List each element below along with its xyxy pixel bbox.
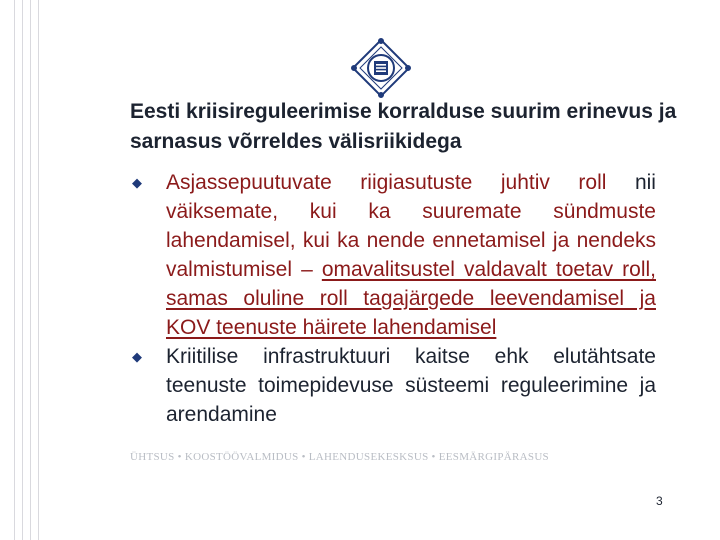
slide-title: Eesti kriisireguleerimise korralduse suurim erinevus ja sarnasus võrreldes välisriikidega xyxy=(130,100,677,153)
bullet-plain-text: nii xyxy=(606,171,656,194)
bullet-marker-icon: ◆ xyxy=(132,349,142,364)
crest-logo-icon xyxy=(351,38,411,98)
bullet-emphasis: Asjassepuutuvate riigiasutuste juhtiv roll xyxy=(166,171,607,194)
footer-motto: ÜHTSUS • KOOSTÖÖVALMIDUS • LAHENDUSEKESKSUS • EESMÄRGIPÄRASUS xyxy=(130,451,549,463)
decorative-line xyxy=(30,0,31,540)
bullet-item xyxy=(132,342,656,429)
decorative-line xyxy=(38,0,39,540)
bullet-text: Kriitilise infrastruktuuri kaitse ehk elutähtsate teenuste toimepidevuse süsteemi reguleerimine ja arendamine xyxy=(166,345,656,426)
bullet-text xyxy=(166,168,656,342)
bullet-emphasis: väiksemate, kui ka suuremate sündmuste lahendamisel, kui ka nende ennetamisel ja nendeks valmistumisel – xyxy=(166,200,656,281)
bullet-marker-icon: ◆ xyxy=(132,175,142,190)
bullet-underlined: omavalitsustel valdavalt toetav roll, samas oluline roll tagajärgede leevendamisel ja KOV teenuste häirete lahendamisel xyxy=(166,258,656,339)
decorative-line xyxy=(22,0,23,540)
bullet-list xyxy=(132,168,656,429)
bullet-item xyxy=(132,168,656,342)
page-number: 3 xyxy=(656,494,663,508)
decorative-line xyxy=(14,0,15,540)
